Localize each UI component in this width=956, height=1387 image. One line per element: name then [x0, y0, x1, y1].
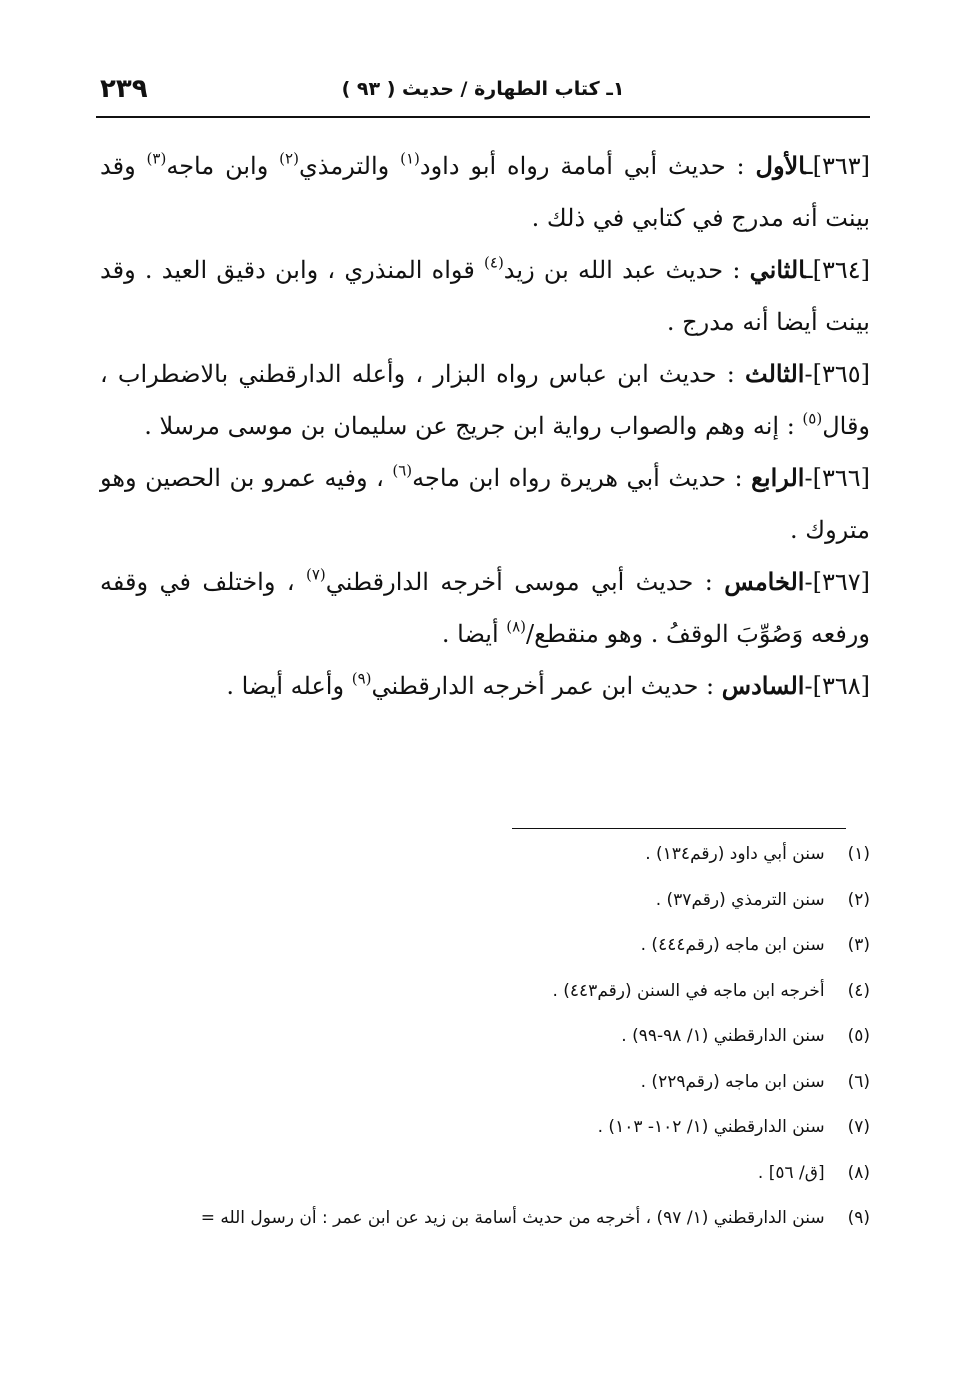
entry-label: الثاني: [749, 255, 806, 284]
entry-number: [٣٦٦]: [812, 464, 870, 492]
entry-number: [٣٦٨]: [812, 672, 870, 700]
entry-363: [100, 140, 870, 244]
footnote-number: (٨): [847, 1162, 870, 1183]
entry-text: : حديث ابن عباس رواه البزار ، وأعله الدارقطني بالاضطراب ، وقال: [100, 360, 870, 440]
footnote-5: [96, 1014, 870, 1060]
entry-364: [100, 244, 870, 348]
entry-separator: -: [804, 568, 813, 596]
footnote-text: [ق/ ٥٦] .: [757, 1162, 825, 1183]
footnote-number: (٦): [847, 1071, 870, 1092]
entry-text: : حديث أبي أمامة رواه أبو داود: [419, 152, 756, 180]
entry-365: [100, 348, 870, 452]
footnote-ref: (٩): [351, 669, 372, 688]
entry-number: [٣٦٥]: [812, 360, 870, 388]
footnote-6: [96, 1060, 870, 1106]
entry-text: والترمذي: [298, 152, 401, 180]
entry-text: ، واختلف في وقفه ورفعه وَصُوِّبَ الوقفُ . وهو منقطع/: [100, 568, 870, 648]
footnote-number: (١): [847, 844, 870, 864]
footnote-ref: (٢): [279, 149, 299, 168]
footnote-4: [96, 969, 870, 1015]
footnote-text: سنن أبي داود (رقم١٣٤) .: [645, 844, 825, 864]
footnote-text: سنن الدارقطني (١/ ٩٨-٩٩) .: [621, 1026, 825, 1046]
entry-text: : حديث أبي هريرة رواه ابن ماجه: [412, 464, 752, 492]
entry-368: [100, 660, 870, 712]
entry-text: وقد بينت أنه مدرج في كتابي في ذلك .: [100, 152, 870, 232]
footnote-number: (٩): [847, 1208, 870, 1228]
footnote-text: أخرجه ابن ماجه في السنن (رقم٤٤٣) .: [552, 980, 825, 1001]
entry-text: وأعله أيضا .: [226, 672, 352, 700]
footnote-text: سنن الدارقطني (١/ ٩٧) ، أخرجه من حديث أسامة بن زيد عن ابن عمر : أن رسول الله =: [200, 1208, 825, 1228]
entry-number: [٣٦٤]: [812, 256, 870, 284]
footnote-9: [96, 1196, 870, 1242]
entry-label: السادس: [721, 671, 805, 700]
footnote-8: [96, 1151, 870, 1197]
footnote-number: (٧): [847, 1117, 870, 1137]
footnote-ref: (١): [400, 149, 420, 168]
footnote-ref: (٤): [484, 253, 504, 272]
footnote-number: (٣): [847, 935, 870, 955]
entry-366: [100, 452, 870, 556]
footnote-ref: (٥): [802, 409, 823, 428]
footnote-text: سنن ابن ماجه (رقم٤٤٤) .: [640, 935, 825, 955]
entry-separator: -: [804, 464, 813, 492]
footnote-number: (٥): [847, 1026, 870, 1046]
entry-367: [100, 556, 870, 660]
entry-text: وابن ماجه: [166, 152, 280, 180]
entry-number: [٣٦٧]: [812, 568, 870, 596]
entry-label: الثالث: [745, 359, 805, 388]
page-number: ٢٣٩: [100, 74, 148, 104]
entry-text: قواه المنذري ، وابن دقيق العيد . وقد بينت أيضا أنه مدرج .: [100, 256, 870, 336]
footnote-number: (٢): [847, 889, 870, 910]
entry-separator: ـ: [805, 152, 813, 180]
running-title: ١ـ كتاب الطهارة / حديث ( ٩٣ ): [341, 78, 625, 100]
entry-separator: ـ: [805, 256, 813, 284]
entry-label: الخامس: [724, 567, 805, 596]
footnote-text: سنن الدارقطني (١/ ١٠٢- ١٠٣) .: [597, 1117, 825, 1137]
running-header: [96, 72, 870, 118]
entry-separator: -: [804, 672, 813, 700]
footnote-text: سنن ابن ماجه (رقم٢٢٩) .: [640, 1071, 825, 1092]
entry-text: : حديث ابن عمر أخرجه الدارقطني: [371, 672, 722, 700]
entry-text: : إنه وهم والصواب رواية ابن جريج عن سليمان بن موسى مرسلا .: [144, 412, 803, 440]
entry-text: ، وفيه عمرو بن الحصين وهو متروك .: [100, 464, 870, 544]
entry-text: أيضا .: [441, 620, 507, 648]
entry-number: [٣٦٣]: [812, 152, 870, 180]
footnotes: [96, 832, 870, 1242]
footnote-ref: (٦): [392, 461, 413, 480]
footnote-1: [96, 832, 870, 878]
footnote-ref: (٣): [146, 149, 167, 168]
footnote-2: [96, 878, 870, 924]
entry-text: : حديث أبي موسى أخرجه الدارقطني: [325, 568, 725, 596]
entry-separator: -: [804, 360, 813, 388]
footnote-3: [96, 923, 870, 969]
footnote-text: سنن الترمذي (رقم٣٧) .: [655, 889, 825, 910]
main-text: [100, 140, 870, 712]
footnote-number: (٤): [847, 980, 870, 1001]
footnote-ref: (٨): [506, 617, 527, 636]
entry-text: : حديث عبد الله بن زيد: [503, 256, 750, 284]
entry-label: الأول: [755, 151, 806, 180]
footnote-separator: [512, 828, 846, 829]
entry-label: الرابع: [751, 463, 805, 492]
footnote-7: [96, 1105, 870, 1151]
footnote-ref: (٧): [305, 565, 326, 584]
